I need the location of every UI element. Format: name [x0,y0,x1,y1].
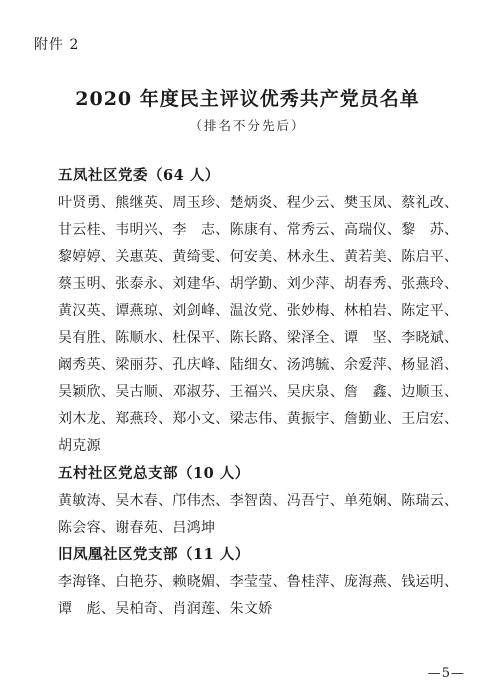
document-title: 2020 年度民主评议优秀共产党员名单 [75,88,420,110]
name-list-row: 刘木龙、郑燕玲、郑小文、梁志伟、黄振宇、詹勤业、王启宏、 [58,411,459,427]
name-list-row: 谭 彪、吴柏奇、肖润莲、朱文娇 [58,601,273,617]
section-heading-wufeng: 五凤社区党委（64 人） [58,167,220,184]
name-list-row: 胡克源 [58,438,101,454]
document-subtitle: （排名不分先后） [189,118,306,133]
name-list-row: 黎婷婷、关惠英、黄绮雯、何安美、林永生、黄若美、陈启平、 [58,249,459,265]
name-list-row: 吴有胜、陈顺水、杜保平、陈长路、梁泽全、谭 坚、李晓斌、 [58,330,459,346]
name-list-row: 吴颖欣、吴古顺、邓淑芬、王福兴、吴庆泉、詹 鑫、边顺玉、 [58,384,459,400]
name-list-row: 叶贤勇、熊继英、周玉珍、楚炳炎、程少云、樊玉凤、蔡礼改、 [58,195,459,211]
name-list-row: 黄汉英、谭燕琼、刘剑峰、温汝党、张妙梅、林柏岩、陈定平、 [58,303,459,319]
section-heading-wucun: 五村社区党总支部（10 人） [58,465,250,482]
name-list-row: 蔡玉明、张泰永、刘建华、胡学勤、刘少萍、胡春秀、张燕玲、 [58,276,459,292]
name-list-row: 黄敏涛、吴木春、邝伟杰、李智茵、冯吾宁、单苑娴、陈瑞云、 [58,493,459,509]
name-list-row: 陈会容、谢春苑、吕鸿坤 [58,520,216,536]
name-list-row: 甘云桂、韦明兴、李 志、陈康有、常秀云、高瑞仪、黎 苏、 [58,222,459,238]
page-number: —5— [427,666,465,681]
name-list-row: 李海锋、白艳芬、赖晓媚、李莹莹、鲁桂萍、庞海燕、钱运明、 [58,574,459,590]
attachment-label: 附件 2 [34,37,80,53]
name-list-row: 阚秀英、梁丽芬、孔庆峰、陆细女、汤鸿毓、余爱萍、杨显滔、 [58,357,459,373]
section-heading-jiufenghuang: 旧凤凰社区党支部（11 人） [58,546,250,563]
